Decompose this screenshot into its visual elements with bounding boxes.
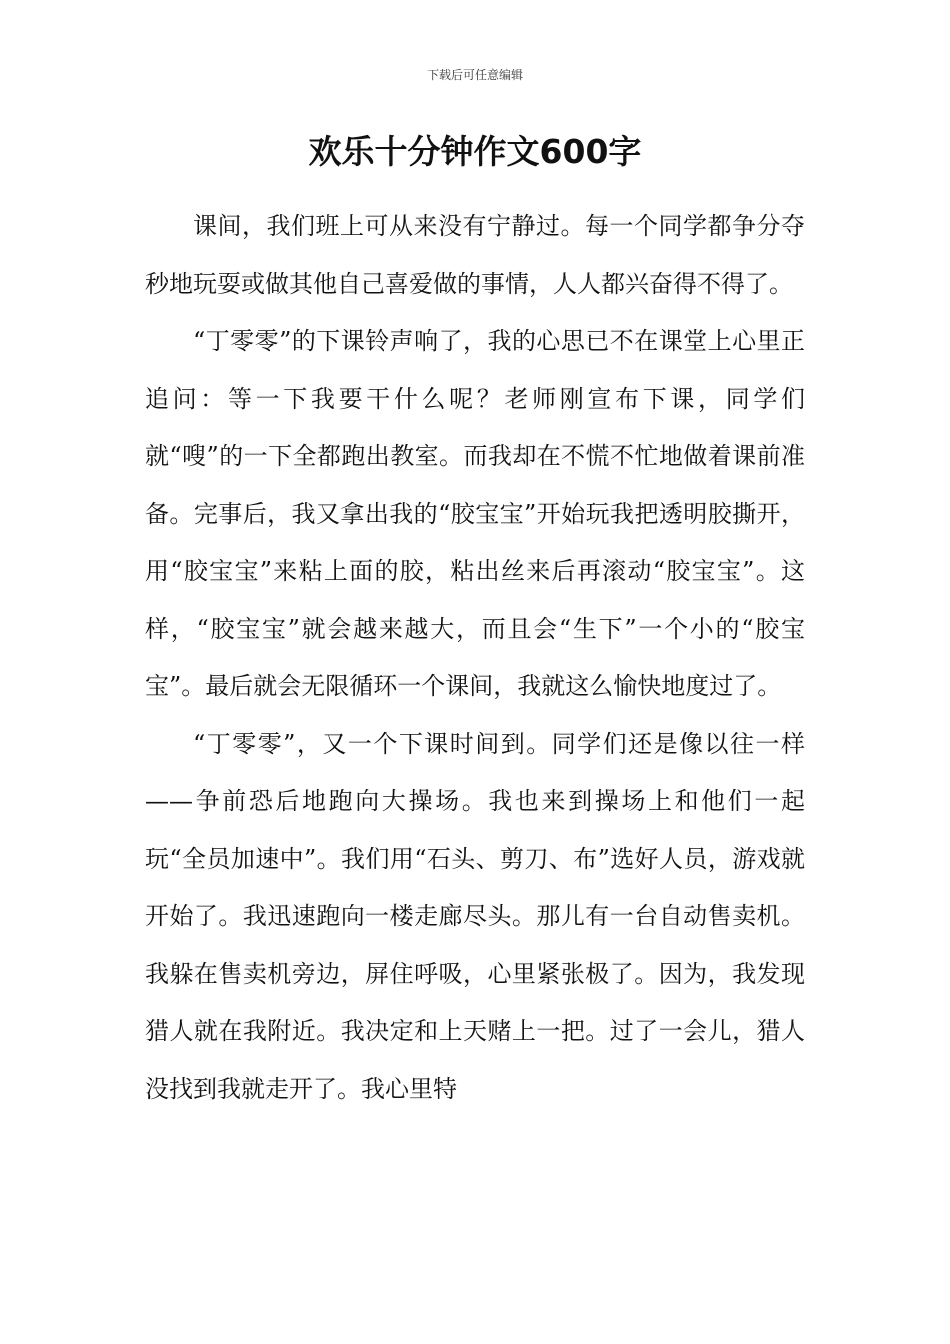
paragraph: “丁零零”的下课铃声响了，我的心思已不在课堂上心里正追问：等一下我要干什么呢？老师刚宣布下课，同学们就“嗖”的一下全都跑出教室。而我却在不慌不忙地做着课前准备。完事后，我又拿出我的“胶宝宝”开始玩我把透明胶撕开，用“胶宝宝”来粘上面的胶，粘出丝来后再滚动“胶宝宝”。这样，“胶宝宝”就会越来越大，而且会“生下”一个小的“胶宝宝”。最后就会无限循环一个课间，我就这么愉快地度过了。 xyxy=(145,327,805,700)
paragraph: 课间，我们班上可从来没有宁静过。每一个同学都争分夺秒地玩耍或做其他自己喜爱做的事情，人人都兴奋得不得了。 xyxy=(145,212,805,298)
document-body xyxy=(145,198,805,1118)
page-header-note: 下载后可任意编辑 xyxy=(426,68,523,82)
paragraph: “丁零零”，又一个下课时间到。同学们还是像以往一样——争前恐后地跑向大操场。我也来到操场上和他们一起玩“全员加速中”。我们用“石头、剪刀、布”选好人员，游戏就开始了。我迅速跑向一楼走廊尽头。那儿有一台自动售卖机。我躲在售卖机旁边，屏住呼吸，心里紧张极了。因为，我发现猎人就在我附近。我决定和上天赌上一把。过了一会儿，猎人没找到我就走开了。我心里特 xyxy=(145,729,805,1103)
document-title: 欢乐十分钟作文600字 xyxy=(308,132,642,171)
